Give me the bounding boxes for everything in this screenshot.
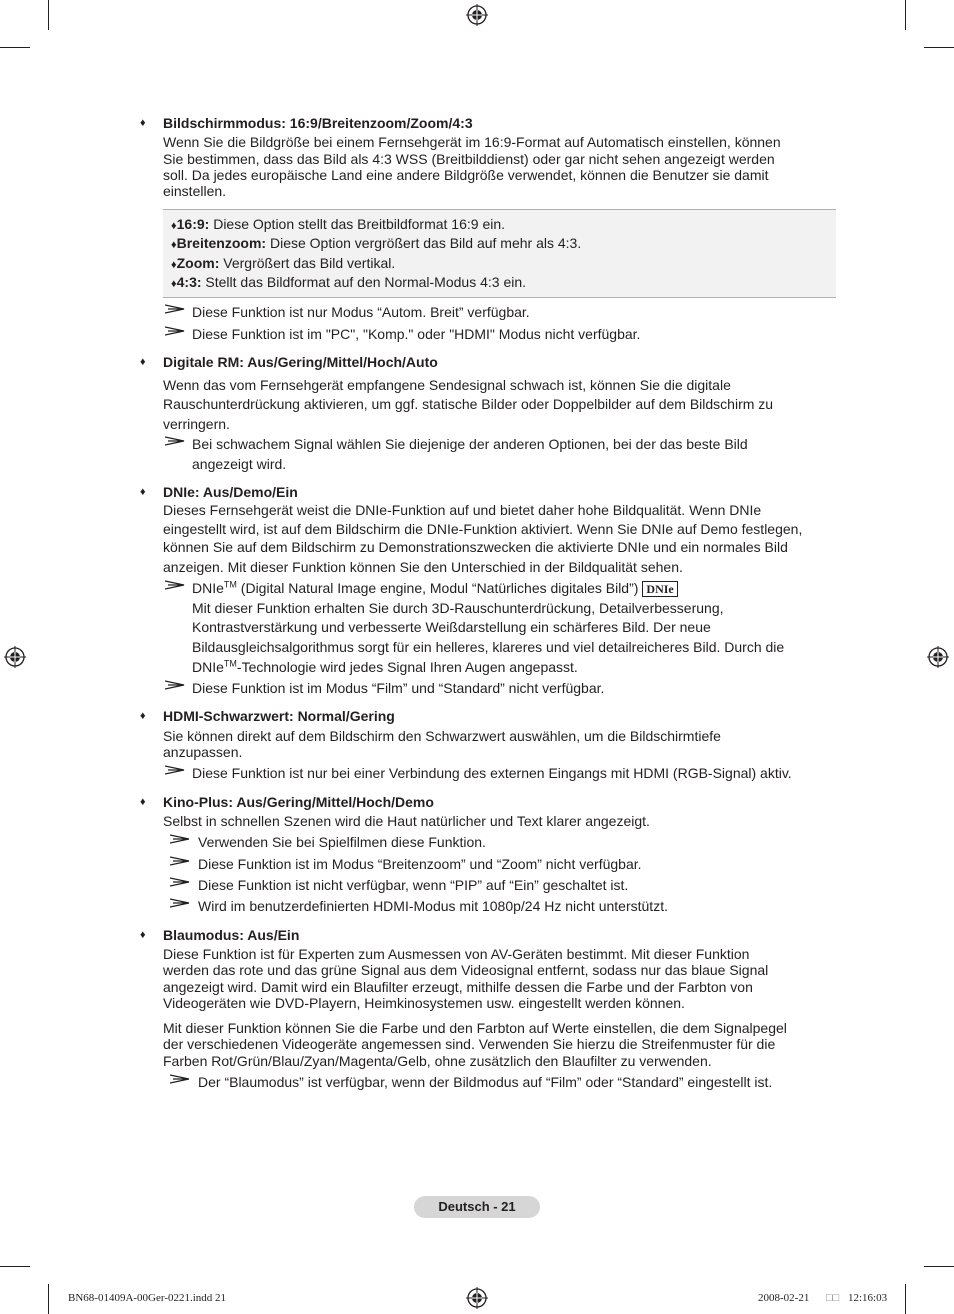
section-heading: HDMI-Schwarzwert: Normal/Gering [163,708,395,724]
body-line: Selbst in schnellen Szenen wird die Haut natürlicher und Text klarer angezeigt. [163,813,650,829]
note-arrow-icon [165,580,185,590]
crop-mark [0,1266,30,1267]
body-line: Sie können direkt auf dem Bildschirm den Schwarzwert auswählen, um die Bildschirmtiefe [163,728,721,744]
body-line: einstellen. [163,183,227,199]
note-arrow-icon [165,765,185,775]
bullet-icon: ♦ [171,259,177,271]
crop-mark [905,1284,906,1314]
option-item [171,274,526,293]
note-text: Diese Funktion ist nur Modus “Autom. Breit” verfügbar. [192,304,530,320]
body-line: Wenn das vom Fernsehgerät empfangene Sendesignal schwach ist, können Sie die digitale [163,377,731,393]
note-text: (Digital Natural Image engine, Modul “Natürliches digitales Bild”) [236,580,639,596]
body-line: Dieses Fernsehgerät weist die DNIe-Funktion auf und bietet daher hohe Bildqualität. Wenn DNIe [163,502,762,518]
body-line: anzeigen. Mit dieser Funktion können Sie den Unterschied in der Bildqualität sehen. [163,559,683,575]
option-label: 16:9: [176,216,210,232]
note-arrow-icon [170,856,190,866]
option-label: 4:3: [176,274,202,290]
note-text: Verwenden Sie bei Spielfilmen diese Funktion. [198,834,486,850]
body-line: können Sie auf dem Bildschirm zu Demonstrationszwecken die aktivierte DNIe und ein normales Bild [163,539,788,555]
body-line: Diese Funktion ist für Experten zum Ausmessen von AV-Geräten bestimmt. Mit dieser Funktion [163,946,750,962]
note-text: DNIe [192,580,224,596]
note-arrow-icon [170,877,190,887]
bullet-icon: ♦ [140,710,146,722]
body-line: Farben Rot/Grün/Blau/Zyan/Magenta/Gelb, ohne zusätzlich den Blaufilter zu verwenden. [163,1053,712,1069]
option-text: Diese Option stellt das Breitbildformat 16:9 ein. [209,216,506,232]
section-heading: Bildschirmmodus: 16:9/Breitenzoom/Zoom/4:3 [163,115,473,131]
dnie-note-last-line [192,659,578,676]
footer-file-name: BN68-01409A-00Ger-0221.indd 21 [68,1292,227,1304]
note-text: angezeigt wird. [192,456,287,472]
crop-mark [0,47,30,48]
note-arrow-icon [170,1074,190,1084]
bullet-icon: ♦ [171,239,177,251]
note-arrow-icon [165,304,185,314]
body-line: eingestellt wird, ist auf dem Bildschirm die DNIe-Funktion aktiviert. Wenn Sie DNIe auf Demo festlegen, [163,521,803,537]
dnie-logo: DNIe [642,581,677,597]
note-arrow-icon [170,898,190,908]
registration-mark-icon [466,1287,488,1309]
bullet-icon: ♦ [140,117,146,129]
body-line: Rauschunterdrückung aktivieren, um ggf. statische Bilder oder Doppelbilder auf dem Bildschirm zu [163,396,774,412]
note-text: Mit dieser Funktion erhalten Sie durch 3D-Rauschunterdrückung, Detailverbesserung, [192,600,724,616]
note-text: Diese Funktion ist im Modus “Breitenzoom” und “Zoom” nicht verfügbar. [198,856,642,872]
note-text: Diese Funktion ist nur bei einer Verbindung des externen Eingangs mit HDMI (RGB-Signal) aktiv. [192,765,792,781]
note-text: Der “Blaumodus” ist verfügbar, wenn der Bildmodus auf “Film” oder “Standard” eingestellt ist. [198,1074,773,1090]
options-box [163,209,836,298]
section-heading: DNIe: Aus/Demo/Ein [163,484,298,500]
bullet-icon: ♦ [140,356,146,368]
option-item [171,235,581,254]
note-text: Bei schwachem Signal wählen Sie diejenige der anderen Optionen, bei der das beste Bild [192,436,748,452]
bullet-icon: ♦ [140,929,146,941]
trademark-symbol: TM [223,579,237,590]
footer-marks: □□ [826,1292,840,1304]
option-item [171,255,395,274]
crop-mark [924,1266,954,1267]
note-text: Diese Funktion ist im "PC", "Komp." oder "HDMI" Modus nicht verfügbar. [192,326,641,342]
trademark-symbol: TM [223,658,237,669]
body-line: soll. Da jedes europäische Land eine andere Bildgröße verwendet, können die Benutzer sie damit [163,167,769,183]
registration-mark-icon [4,646,26,668]
body-line: angezeigt wird. Damit wird ein Blaufilter erzeugt, mithilfe dessen die Farbe und der Farbton von [163,979,753,995]
option-text: Stellt das Bildformat auf den Normal-Modus 4:3 ein. [201,274,527,290]
note-arrow-icon [165,680,185,690]
option-label: Zoom: [176,255,220,271]
note-text: -Technologie wird jedes Signal Ihren Augen angepasst. [236,659,578,675]
note-text: DNIe [192,659,224,675]
option-text: Vergrößert das Bild vertikal. [219,255,396,271]
registration-mark-icon [927,646,949,668]
note-text: Bildausgleichsalgorithmus sorgt für ein helleres, klareres und viel detailreicheres Bild. Durch die [192,639,785,655]
note-arrow-icon [165,326,185,336]
dnie-note [192,580,678,597]
footer-date: 2008-02-21 [758,1292,810,1304]
option-label: Breitenzoom: [176,235,267,251]
bullet-icon: ♦ [140,486,146,498]
crop-mark [48,0,49,30]
body-line: anzupassen. [163,744,243,760]
note-text: Kontrastverstärkung und verbesserte Weißdarstellung ein schärferes Bild. Der neue [192,619,711,635]
option-item [171,216,505,235]
bullet-icon: ♦ [171,220,177,232]
body-line: Sie bestimmen, dass das Bild als 4:3 WSS (Breitbilddienst) oder gar nicht sehen angezeigt werden [163,151,775,167]
footer-time: 12:16:03 [848,1292,888,1304]
section-heading: Blaumodus: Aus/Ein [163,927,300,943]
body-line: verringern. [163,416,230,432]
page-number-badge: Deutsch - 21 [414,1196,540,1218]
bullet-icon: ♦ [140,796,146,808]
crop-mark [924,47,954,48]
body-line: der verschiedenen Videogeräte angemessen sind. Verwenden Sie hierzu die Streifenmuster für die [163,1036,776,1052]
section-heading: Kino-Plus: Aus/Gering/Mittel/Hoch/Demo [163,794,434,810]
section-heading: Digitale RM: Aus/Gering/Mittel/Hoch/Auto [163,354,438,370]
note-text: Diese Funktion ist nicht verfügbar, wenn “PIP” auf “Ein” geschaltet ist. [198,877,629,893]
note-text: Wird im benutzerdefinierten HDMI-Modus mit 1080p/24 Hz nicht unterstützt. [198,898,668,914]
body-line: Mit dieser Funktion können Sie die Farbe und den Farbton auf Werte einstellen, die dem Signalpegel [163,1020,787,1036]
crop-mark [48,1284,49,1314]
crop-mark [905,0,906,30]
body-line: werden das rote und das grüne Signal aus dem Videosignal entfernt, sodass nur das blaue Signal [163,962,769,978]
note-arrow-icon [165,436,185,446]
note-arrow-icon [170,834,190,844]
bullet-icon: ♦ [171,278,177,290]
registration-mark-icon [466,4,488,26]
note-text: Diese Funktion ist im Modus “Film” und “Standard” nicht verfügbar. [192,680,605,696]
option-text: Diese Option vergrößert das Bild auf mehr als 4:3. [266,235,582,251]
body-line: Wenn Sie die Bildgröße bei einem Fernsehgerät im 16:9-Format auf Automatisch einstellen, können [163,134,781,150]
body-line: Videogeräten wie DVD-Playern, Heimkinosystemen usw. eingestellt werden können. [163,995,685,1011]
